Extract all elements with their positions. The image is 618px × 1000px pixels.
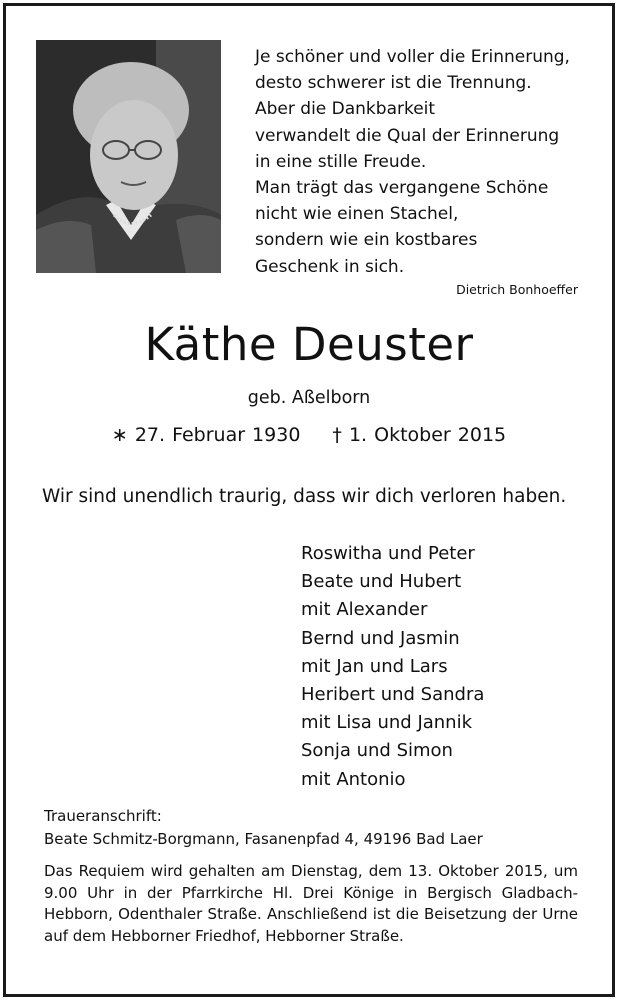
family-member: Heribert und Sandra <box>301 684 485 706</box>
poem-line: nicht wie einen Stachel, <box>255 204 459 225</box>
portrait-photo <box>36 40 221 273</box>
maiden-name: geb. Aßelborn <box>247 388 371 408</box>
requiem-info: Das Requiem wird gehalten am Dienstag, dem 13. Oktober 2015, um 9.00 Uhr in der Pfarrkirche Hl. Drei Könige in Bergisch Gladbach-Hebborn, Odenthaler Straße. Anschließend ist die Beisetzung der Urne auf dem Hebborner Friedhof, Hebborner Straße. <box>44 862 578 945</box>
poem-author: Dietrich Bonhoeffer <box>456 282 578 297</box>
family-list <box>301 540 484 794</box>
family-member: Sonja und Simon <box>301 740 453 762</box>
life-dates <box>0 424 618 446</box>
poem-line: Geschenk in sich. <box>255 256 405 277</box>
family-member: mit Lisa und Jannik <box>301 712 473 734</box>
condolence-message: Wir sind unendlich traurig, dass wir dich verloren haben. <box>42 486 567 507</box>
family-member: mit Antonio <box>301 768 406 790</box>
poem-line: Je schöner und voller die Erinnerung, <box>255 47 570 67</box>
poem <box>255 44 585 280</box>
family-member: mit Alexander <box>301 599 428 621</box>
poem-line: Aber die Dankbarkeit <box>255 99 436 120</box>
death-date: † 1. Oktober 2015 <box>332 424 507 446</box>
poem-line: Man trägt das vergangene Schöne <box>255 178 549 199</box>
mourning-address: Beate Schmitz-Borgmann, Fasanenpfad 4, 49196 Bad Laer <box>44 830 483 848</box>
poem-line: desto schwerer ist die Trennung. <box>255 73 532 94</box>
address-label: Traueranschrift: <box>44 807 162 825</box>
poem-line: verwandelt die Qual der Erinnerung <box>255 125 560 146</box>
poem-line: in eine stille Freude. <box>255 151 427 172</box>
poem-line: sondern wie ein kostbares <box>255 230 478 251</box>
family-member: mit Jan und Lars <box>301 655 448 677</box>
birth-date: ∗ 27. Februar 1930 <box>111 424 301 446</box>
family-member: Bernd und Jasmin <box>301 627 460 649</box>
deceased-name: Käthe Deuster <box>144 318 474 371</box>
family-member: Beate und Hubert <box>301 571 462 593</box>
family-member: Roswitha und Peter <box>301 543 475 564</box>
